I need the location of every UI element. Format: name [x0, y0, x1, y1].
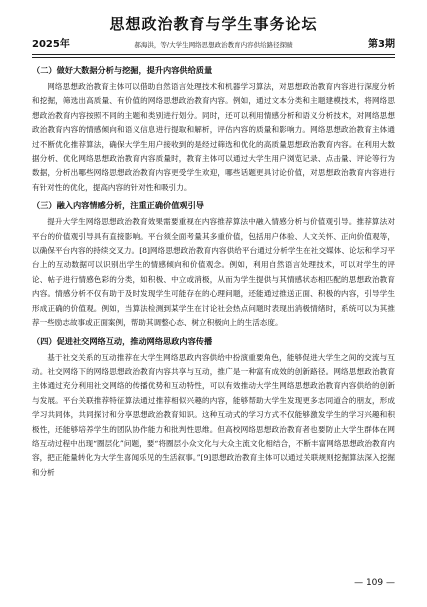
issue-number: 第3期: [368, 39, 395, 50]
running-header: [32, 37, 395, 53]
publication-year: 2025年: [32, 39, 70, 50]
journal-title: 思想政治教育与学生事务论坛: [109, 15, 318, 33]
body-paragraph: 提升大学生网络思想政治教育效果需要重视在内容推荐算法中融入情感分析与价值观引导。推荐算法对平台的价值观引导具有直接影响。平台须全面考量其多重价值，包括用户体验、人文关怀、正向价值观等，以确保平台内容的持续交叉力。[8]网络思想政治教育内容供给平台通过分析学生在社交媒体、论坛和学习平台上的互动数据可以识别出学生的情感倾向和价值观念。例如，利用自然语言处理技术，可以对学生的评论、帖子进行情感色彩的分类，如积极、中立或消极，从而为学生提供与其情感状态相匹配的思想政治教育内容。情感分析不仅有助于及时发现学生可能存在的心理问题，还能通过推送正面、积极的内容，引导学生形成正确的价值观。例如，当算法检测到某学生在讨论社会热点问题时表现出消极情绪时，系统可以为其推荐一些励志故事或正面案例，帮助其调整心态、树立积极向上的生活态度。: [32, 217, 395, 328]
body-paragraph: 网络思想政治教育主体可以借助自然语言处理技术和机器学习算法，对思想政治教育内容进行深度分析和挖掘，筛选出高质量、有价值的网络思想政治教育内容。例如，通过文本分类和主题建模技术，将网络思想政治教育内容按照不同的主题和类别进行划分。同时，还可以利用情感分析和语义分析技术，对网络思想政治教育内容的情感倾向和语义信息进行提取和解析，评估内容的质量和影响力。网络思想政治教育主体通过不断优化推荐算法，确保大学生用户接收到的是经过筛选和优化的高质量思想政治教育内容。在利用大数据分析、优化网络思想政治教育内容质量时，教育主体可以通过大学生用户浏览记录、点击量、评论等行为数据，分析出哪些网络思想政治教育内容更受学生欢迎，哪些话题更具讨论价值，对思想政治教育内容进行有针对性的优化，提高内容的针对性和吸引力。: [32, 82, 395, 192]
section-heading: （四）促进社交网络互动，推动网络思政内容传播: [32, 335, 213, 346]
section-heading: （二）做好大数据分析与挖掘，提升内容供给质量: [32, 65, 213, 75]
section-heading: （三）融入内容情感分析，注重正确价值观引导: [32, 200, 204, 211]
header-rule-thick: [32, 54, 395, 55]
header-rule-thin: [32, 57, 395, 58]
article-body: [32, 64, 395, 480]
body-paragraph: 基于社交关系的互动推荐在大学生网络思政内容供给中扮演重要角色，能够促进大学生之间的交流与互动。社交网络下的网络思想政治教育内容共享与互动，推广是一种富有成效的创新路径。网络思想政治教育主体通过充分利用社交网络的传播优势和互动特性，可以有效推动大学生网络思想政治教育内容供给的创新与发展。平台关联推荐特征算法通过推荐相似兴趣的内容，能够帮助大学生发现更多志同道合的朋友，形成学习共同体，共同探讨和分享思想政治教育知识。这种互动式的学习方式不仅能够激发学生的学习兴趣和积极性，还能够培养学生的团队协作能力和批判性思维。但高校网络思想政治教育者也要防止大学生群体在网络互动过程中出现“圈层化”问题，要“将圈层小众文化与大众主流文化相结合，不断丰富网络思想政治教育内容，把正能量转化为大学生喜闻乐见的生活叙事。”[9]思想政治教育主体可以通过关联规则挖掘算法深入挖掘和分析: [32, 352, 395, 477]
running-title: 郝海洪，等/大学生网络思想政治教育内容供给路径探赜: [134, 41, 293, 49]
page-number: — 109 —: [354, 578, 395, 588]
